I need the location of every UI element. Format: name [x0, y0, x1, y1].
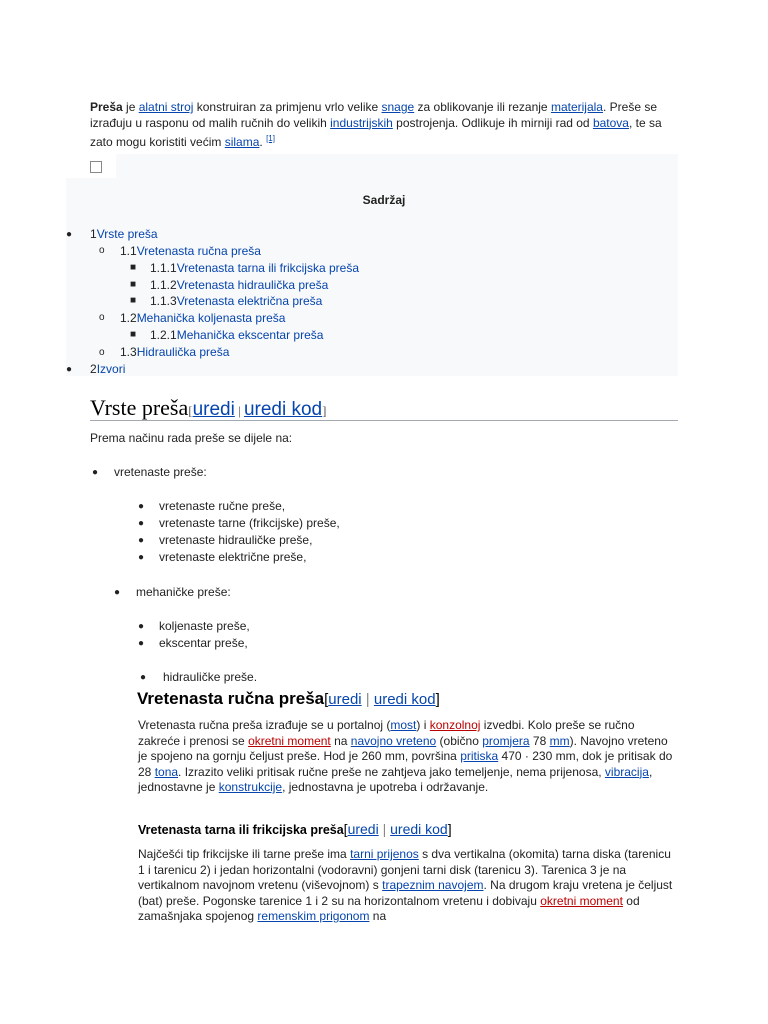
edit-link[interactable]: uredi: [347, 821, 379, 837]
intro-paragraph: Preša je alatni stroj konstruiran za primjenu vrlo velike snage za oblikovanje ili rezanje materijala. Preše se izrađuju u rasponu od malih ručnih do velikih industrijskih postrojenja. Odlikuje ih mirniji rad od batova, te sa zato mogu koristiti većim silama. [1]: [90, 100, 662, 149]
edit-code-link[interactable]: uredi kod: [390, 821, 448, 837]
link-vibracija[interactable]: vibracija: [604, 764, 649, 779]
link-promjera[interactable]: promjera: [482, 733, 530, 748]
bullet-icon: ●: [66, 229, 73, 240]
link-konstrukcije[interactable]: konstrukcije: [218, 780, 283, 794]
toc-item-1-3[interactable]: 1.3Hidraulička preša: [120, 345, 230, 359]
link-industrijskih[interactable]: industrijskih: [330, 115, 393, 130]
toc-item-1[interactable]: 1Vrste preša: [90, 227, 158, 241]
bullet-icon: ●: [138, 518, 145, 529]
bullet-icon: ●: [140, 672, 147, 683]
edit-code-link[interactable]: uredi kod: [243, 399, 323, 420]
intro-term: Preša: [90, 100, 123, 114]
link-okretni-moment[interactable]: okretni moment: [248, 733, 331, 748]
list-item: ekscentar preše,: [159, 636, 248, 650]
link-mm[interactable]: mm: [549, 733, 570, 748]
link-trapeznim-navojem[interactable]: trapeznim navojem: [382, 878, 484, 892]
list-item: vretenaste električne preše,: [159, 550, 307, 564]
link-materijala[interactable]: materijala: [550, 100, 603, 114]
list-item: vretenaste ručne preše,: [159, 499, 286, 513]
toc-title: Sadržaj: [362, 193, 406, 207]
square-bullet-icon: ■: [130, 295, 137, 306]
square-bullet-icon: ■: [130, 279, 137, 290]
toc-item-1-1-3[interactable]: 1.1.3Vretenasta električna preša: [150, 294, 323, 308]
toc-item-1-1-1[interactable]: 1.1.1Vretenasta tarna ili frikcijska preša: [150, 261, 359, 275]
link-alatni-stroj[interactable]: alatni stroj: [138, 100, 194, 114]
toc-item-1-2[interactable]: 1.2Mehanička koljenasta preša: [120, 311, 286, 325]
list-item: mehaničke preše:: [136, 585, 231, 599]
bullet-icon: ●: [138, 621, 145, 632]
link-okretni-moment-2[interactable]: okretni moment: [540, 893, 623, 908]
edit-link[interactable]: uredi: [192, 399, 235, 420]
link-batova[interactable]: batova: [592, 115, 629, 130]
toc-item-1-1[interactable]: 1.1Vretenasta ručna preša: [120, 244, 261, 258]
link-remenskim-prigonom[interactable]: remenskim prigonom: [257, 909, 370, 923]
link-most[interactable]: most: [390, 718, 417, 732]
section2-paragraph: Vretenasta ručna preša izrađuje se u portalnoj (most) i konzolnoj izvedbi. Kolo preše se ručno zakreće i prenosi se okretni moment na navojno vreteno (obično promjera 78 mm). Navojno vreteno je spojeno na gornju čeljust preše. Hod je 260 mm, površina pritiska 470 · 230 mm, dok je pritisak do 28 tona. Izrazito veliki pritisak ručne preše ne zahtjeva jako temeljenje, nema prijenosa, vibracija, jednostavne je konstrukcije, jednostavna je upotreba i održavanje.: [138, 718, 673, 794]
edit-link[interactable]: uredi: [328, 691, 362, 708]
toc-item-1-1-2[interactable]: 1.1.2Vretenasta hidraulička preša: [150, 278, 329, 292]
section-heading-tarna-presa: Vretenasta tarna ili frikcijska preša[uredi | uredi kod]: [138, 821, 452, 837]
edit-code-link[interactable]: uredi kod: [373, 691, 436, 708]
square-bullet-icon: ■: [130, 262, 137, 273]
bullet-icon: ●: [114, 587, 121, 598]
toc-item-2[interactable]: 2Izvori: [90, 362, 126, 376]
section-heading-vretenasta-rucna: Vretenasta ručna preša[uredi | uredi kod]: [137, 689, 440, 708]
list-item: vretenaste preše:: [114, 465, 207, 479]
circle-bullet-icon: o: [99, 312, 105, 323]
link-navojno-vreteno[interactable]: navojno vreteno: [350, 733, 437, 748]
section3-paragraph: Najčešći tip frikcijske ili tarne preše ima tarni prijenos s dva vertikalna (okomita) tarna diska (tarenicu 1 i tarenicu 2) i jedan horizontalni (vodoravni) gonjeni tarni disk (tarenicu 3). Tarenica 3 je na vertikalnom navojnom vretenu (viševojnom) s trapeznim navojem. Na drugom kraju vretena je čeljust (bat) preše. Pogonske tarenice 1 i 2 su na horizontalnom vretenu i dobivaju okretni moment od zamašnjaka spojenog remenskim prigonom na: [138, 847, 673, 923]
link-tarni-prijenos[interactable]: tarni prijenos: [350, 847, 419, 861]
link-tona[interactable]: tona: [154, 764, 179, 779]
list-item: hidrauličke preše.: [163, 670, 258, 684]
circle-bullet-icon: o: [99, 245, 105, 256]
list-item: vretenaste hidrauličke preše,: [159, 533, 313, 547]
bullet-icon: ●: [138, 501, 145, 512]
bullet-icon: ●: [138, 552, 145, 563]
list-item: koljenaste preše,: [159, 619, 250, 633]
reference-link[interactable]: [1]: [266, 134, 275, 143]
bullet-icon: ●: [92, 467, 99, 478]
heading-divider: [90, 420, 678, 421]
circle-bullet-icon: o: [99, 347, 105, 358]
toc-toggle-checkbox[interactable]: [90, 161, 102, 173]
bullet-icon: ●: [138, 638, 145, 649]
toc-item-1-2-1[interactable]: 1.2.1Mehanička ekscentar preša: [150, 328, 324, 342]
bullet-icon: ●: [138, 535, 145, 546]
section-heading-vrste-presa: Vrste preša[uredi | uredi kod]: [90, 395, 327, 420]
link-silama[interactable]: silama: [224, 135, 260, 149]
square-bullet-icon: ■: [130, 329, 137, 340]
link-konzolnoj[interactable]: konzolnoj: [429, 718, 481, 732]
link-pritiska[interactable]: pritiska: [460, 749, 499, 763]
link-snage[interactable]: snage: [381, 100, 415, 114]
section1-intro: Prema načinu rada preše se dijele na:: [90, 431, 293, 445]
list-item: vretenaste tarne (frikcijske) preše,: [159, 516, 340, 530]
bullet-icon: ●: [66, 364, 73, 375]
